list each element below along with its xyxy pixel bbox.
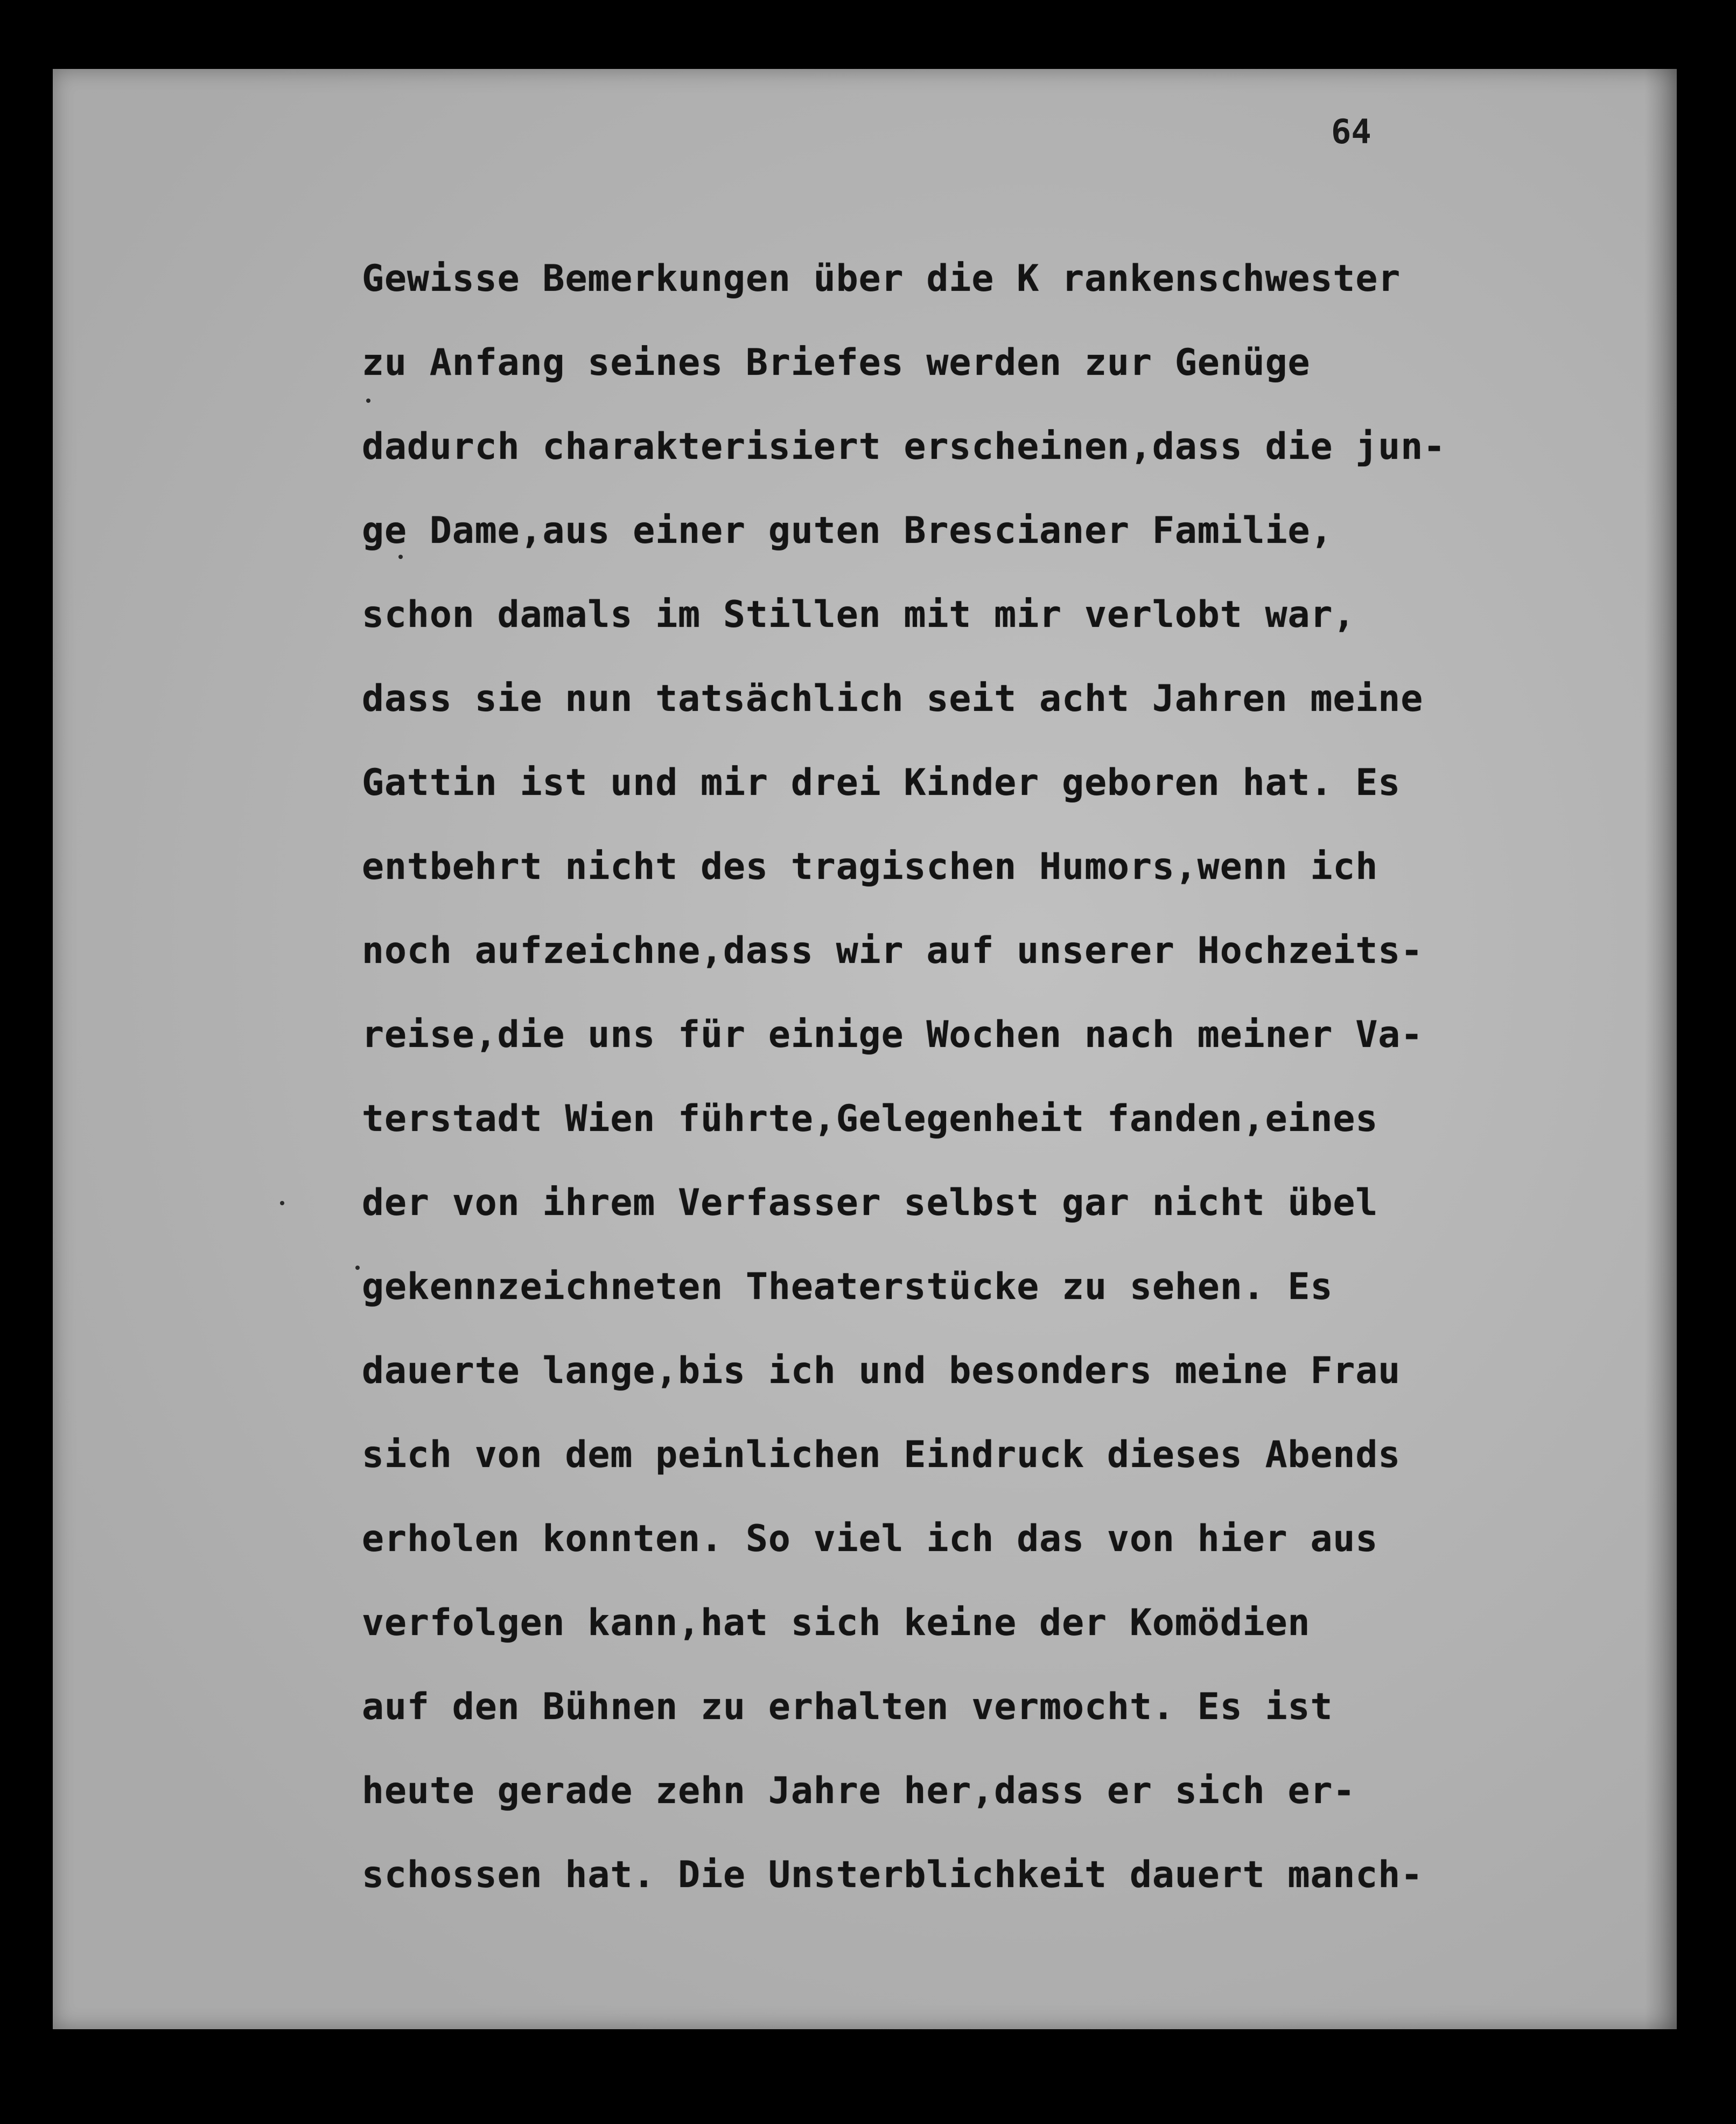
text-line: reise,die uns für einige Wochen nach meiner Va- [362,1014,1424,1056]
text-line: erholen konnten. So viel ich das von hier aus [362,1518,1378,1560]
page-edge-shadow [1644,69,1677,2029]
text-line: terstadt Wien führte,Gelegenheit fanden,eines [362,1098,1378,1140]
text-line: Gewisse Bemerkungen über die K rankenschwester [362,257,1401,300]
scan-speck [355,1266,360,1270]
text-line: dadurch charakterisiert erscheinen,dass die jun- [362,425,1446,468]
text-line: gekennzeichneten Theaterstücke zu sehen. Es [362,1266,1333,1308]
body-text [362,237,1622,1917]
text-line: dauerte lange,bis ich und besonders meine Frau [362,1350,1401,1392]
text-line: zu Anfang seines Briefes werden zur Genüge [362,341,1311,384]
page-number: 64 [1331,112,1371,151]
text-line: noch aufzeichne,dass wir auf unserer Hochzeits- [362,930,1424,972]
text-line: schon damals im Stillen mit mir verlobt war, [362,593,1356,636]
text-line: dass sie nun tatsächlich seit acht Jahren meine [362,677,1424,720]
text-line: heute gerade zehn Jahre her,dass er sich er- [362,1770,1356,1812]
text-line: schossen hat. Die Unsterblichkeit dauert manch- [362,1854,1424,1896]
text-line: sich von dem peinlichen Eindruck dieses Abends [362,1434,1401,1476]
scan-speck [366,399,370,403]
text-line: ge Dame,aus einer guten Brescianer Familie, [362,509,1333,552]
scan-speck [280,1201,284,1205]
text-line: auf den Bühnen zu erhalten vermocht. Es ist [362,1686,1333,1728]
text-line: verfolgen kann,hat sich keine der Komödien [362,1602,1311,1644]
text-line: der von ihrem Verfasser selbst gar nicht übel [362,1182,1378,1224]
scan-speck [398,555,403,559]
text-line: Gattin ist und mir drei Kinder geboren hat. Es [362,761,1401,804]
text-line: entbehrt nicht des tragischen Humors,wenn ich [362,846,1378,888]
